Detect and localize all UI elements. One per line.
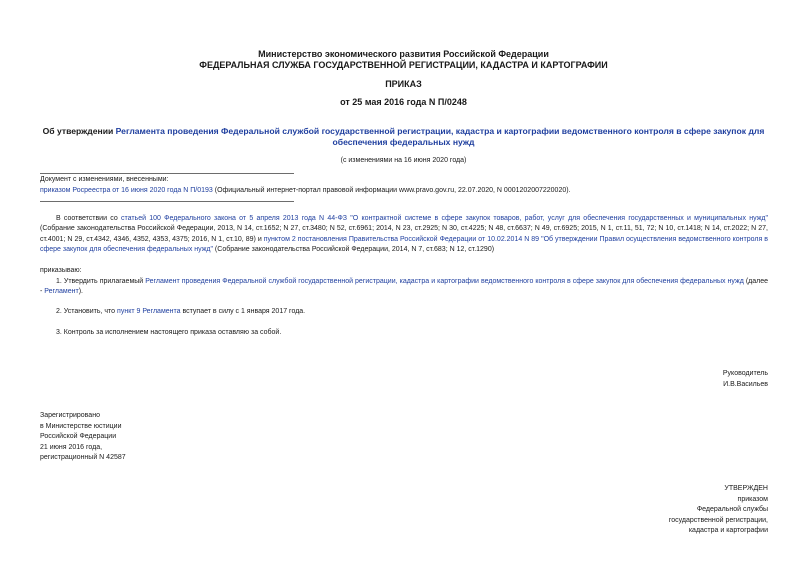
resolution-89-link[interactable]: пунктом 2 постановления Правительства Российской Федерации от 10.02.2014 N 89 "Об утверждении Правил осуществления ведомственного контроля в сфере закупок для обеспечения федеральных нужд" [40, 235, 768, 254]
approved-line-4: государственной регистрации, [668, 516, 768, 524]
approved-block [669, 484, 768, 537]
item-1-mid: (далее - [40, 278, 769, 296]
item-1-end: ). [78, 288, 83, 296]
preamble-paragraph [40, 214, 768, 256]
preamble-text-2: (Собрание законодательства Российской Федерации, 2013, N 14, ст.1652; N 27, ст.3480; N 52, ст.6961; 2014, N 23, ст.2925; N 30, ст.4225; N 48, ст.6637; N 49, ст.6925; 2015, N 1, ст.11, 51, 72; N 10, ст.1418; N 14, ст.2022; N 27, ст.4001; N 29, ст.4342, 4346, 4352, 4353, 4375; 2016, N 1, ст.10, 89) и [40, 225, 768, 243]
approved-line-1: УТВЕРЖДЕН [724, 485, 768, 492]
ministry-name: Министерство экономического развития Российской Федерации [258, 49, 549, 59]
amendment-source: (Официальный интернет-портал правовой информации www.pravo.gov.ru, 22.07.2020, N 0001202007220020). [212, 187, 571, 194]
approved-line-5: кадастра и картографии [688, 527, 768, 534]
amendment-order-link[interactable]: приказом Росреестра от 16 июня 2020 года N П/0193 [40, 187, 213, 194]
document-title [30, 126, 777, 148]
item-2-end: вступает в силу с 1 января 2017 года. [180, 308, 306, 315]
item-1-reglament-short-link[interactable]: Регламент [44, 288, 79, 296]
doc-date: от 25 мая 2016 года N П/0248 [340, 97, 467, 107]
signature-position: Руководитель [722, 370, 768, 377]
item-3: 3. Контроль за исполнением настоящего приказа оставляю за собой. [56, 329, 282, 336]
approved-line-3: Федеральной службы [696, 506, 768, 513]
amendments-line [40, 186, 780, 196]
registration-line-5: регистрационный N 42587 [40, 454, 126, 461]
registration-line-4: 21 июня 2016 года, [40, 443, 103, 451]
registration-line-2: в Министерстве юстиции [40, 422, 122, 430]
doc-type: ПРИКАЗ [385, 79, 422, 89]
service-name: ФЕДЕРАЛЬНАЯ СЛУЖБА ГОСУДАРСТВЕННОЙ РЕГИСТРАЦИИ, КАДАСТРА И КАРТОГРАФИИ [199, 60, 608, 70]
registration-block [40, 411, 126, 464]
item-1-reglament-link[interactable]: Регламент проведения Федеральной службой государственной регистрации, кадастра и картографии ведомственного контроля в сфере закупок для обеспечения федеральных нужд [145, 278, 744, 285]
item-2 [40, 307, 768, 317]
title-prefix: Об утверждении [42, 126, 116, 136]
item-1 [40, 277, 768, 298]
signature-block [723, 369, 768, 390]
item-1-prefix: 1. Утвердить прилагаемый [56, 278, 146, 285]
registration-line-1: Зарегистрировано [40, 412, 100, 419]
preamble-text-1: В соответствии со [56, 215, 121, 222]
signature-name: И.В.Васильев [723, 380, 768, 388]
divider-top [40, 173, 294, 174]
preamble-text-3: (Собрание законодательства Российской Федерации, 2014, N 7, ст.683; N 12, ст.1290) [212, 246, 495, 254]
title-reglament-link[interactable]: Регламента проведения Федеральной службой государственной регистрации, кадастра и картографии ведомственного контроля в сфере закупок для обеспечения федеральных нужд [115, 126, 765, 147]
order-word: приказываю: [40, 267, 82, 274]
law-44fz-link[interactable]: статьей 100 Федерального закона от 5 апреля 2013 года N 44-ФЗ "О контрактной системе в сфере закупок товаров, работ, услуг для обеспечения государственных и муниципальных нужд" [120, 215, 768, 222]
item-2-prefix: 2. Установить, что [56, 308, 118, 315]
item-2-point9-link[interactable]: пункт 9 Регламента [117, 308, 181, 315]
edition-note: (с изменениями на 16 июня 2020 года) [340, 157, 467, 164]
registration-line-3: Российской Федерации [40, 433, 117, 440]
approved-line-2: приказом [737, 495, 768, 503]
divider-bottom [40, 201, 294, 202]
amendments-heading: Документ с изменениями, внесенными: [40, 176, 169, 183]
